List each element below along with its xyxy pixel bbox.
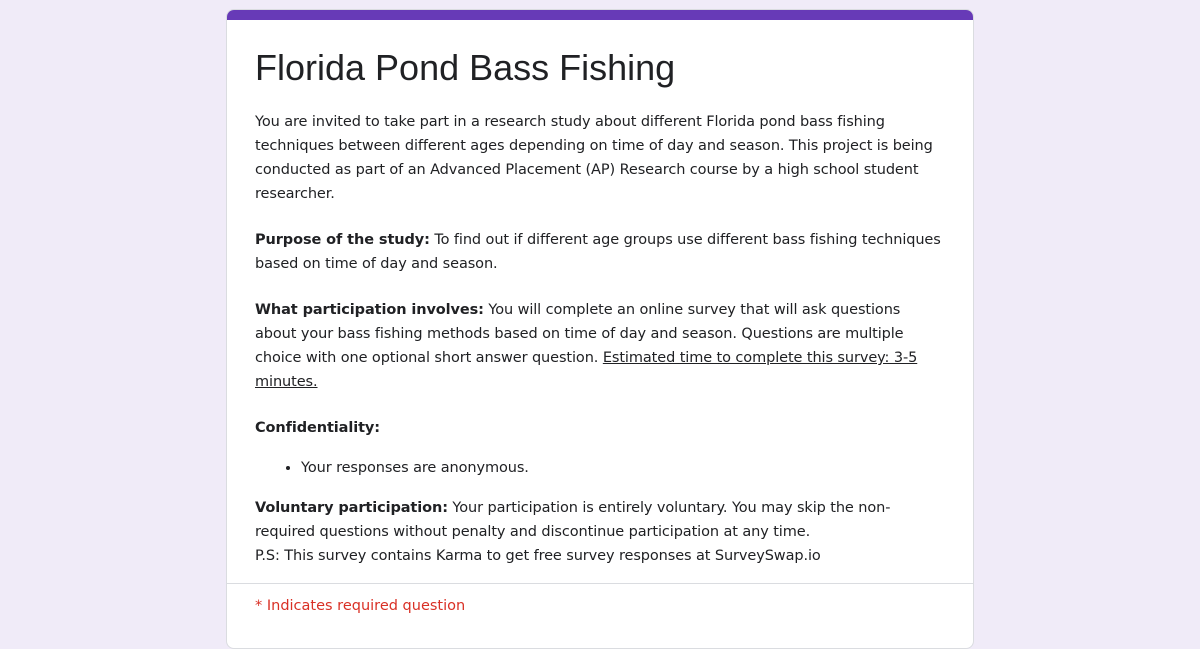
form-title: Florida Pond Bass Fishing: [255, 47, 676, 88]
form-header: [227, 20, 973, 568]
purpose-text: To find out if different age groups use different bass fishing techniques based on time of day and season.: [255, 232, 941, 272]
confidentiality-label: Confidentiality:: [255, 420, 380, 436]
voluntary-text: Your participation is entirely voluntary. You may skip the non-required questions without penalty and discontinue participation at any time.: [255, 500, 891, 540]
confidentiality-list: [255, 456, 945, 480]
estimated-time-text: Estimated time to complete this survey: 3-5 minutes.: [255, 350, 918, 390]
confidentiality-paragraph: [255, 416, 945, 440]
intro-text: You are invited to take part in a research study about different Florida pond bass fishing techniques between different ages depending on time of day and season. This project is being conducted as part of an Advanced Placement (AP) Research course by a high school student researcher.: [255, 114, 933, 202]
ps-text: P.S: This survey contains Karma to get free survey responses at SurveySwap.io: [255, 548, 821, 564]
form-description: [255, 110, 945, 568]
divider: [227, 583, 973, 584]
participation-text: You will complete an online survey that will ask questions about your bass fishing methods based on time of day and season. Questions are multiple choice with one optional short answer question.: [255, 302, 904, 366]
list-item: • Your responses are anonymous.: [301, 456, 945, 480]
voluntary-label: Voluntary participation:: [255, 500, 448, 516]
participation-label: What participation involves:: [255, 302, 484, 318]
participation-paragraph: [255, 298, 945, 394]
form-header-card: [226, 9, 974, 649]
required-note: * Indicates required question: [255, 598, 466, 614]
purpose-paragraph: [255, 228, 945, 276]
purpose-label: Purpose of the study:: [255, 232, 430, 248]
accent-bar: [227, 10, 973, 20]
voluntary-paragraph: [255, 496, 945, 544]
